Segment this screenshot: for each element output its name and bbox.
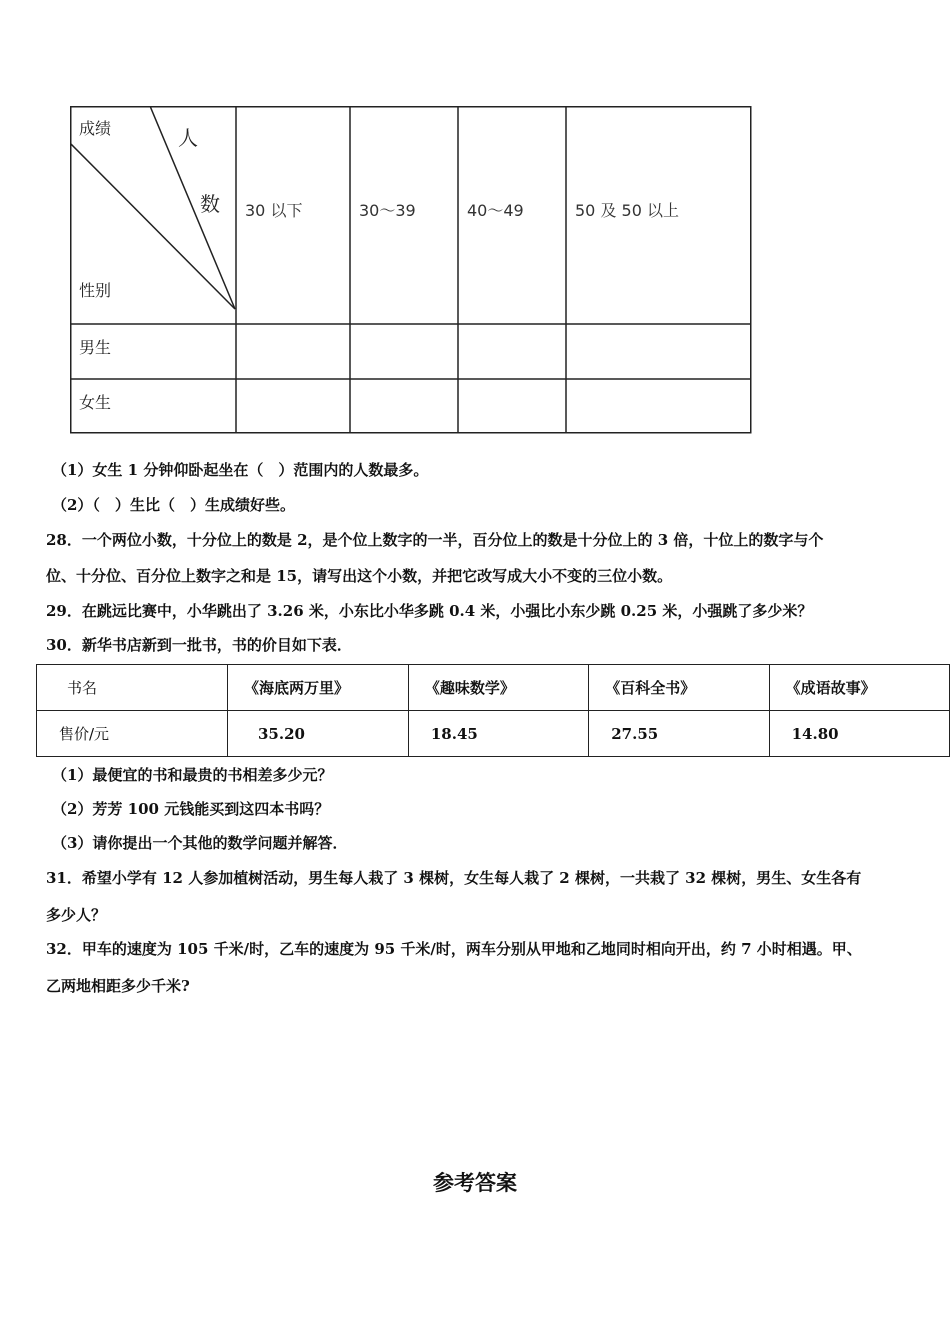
question-27-2: （2）（ ）生比（ ）生成绩好些。 [52, 496, 295, 514]
column-header: 40～49 [467, 201, 524, 220]
book-title: 《趣味数学》 [408, 665, 588, 711]
book-title: 《百科全书》 [589, 665, 769, 711]
book-price: 14.80 [769, 711, 949, 757]
question-32-line-1: 32．甲车的速度为 105 千米/时，乙车的速度为 95 千米/时，两车分别从甲地和乙地同时相向开出，约 7 小时相遇。甲、 [46, 940, 862, 958]
row-header-girls: 女生 [79, 393, 112, 412]
book-price-table [36, 664, 950, 757]
table-row [37, 711, 950, 757]
book-title: 《海底两万里》 [227, 665, 408, 711]
question-30: 30．新华书店新到一批书，书的价目如下表． [46, 636, 352, 654]
column-header: 50 及 50 以上 [575, 201, 679, 220]
corner-people-label-1: 人 [178, 126, 198, 150]
question-30-2: （2）芳芳 100 元钱能买到这四本书吗？ [52, 800, 330, 818]
column-header: 30～39 [359, 201, 416, 220]
book-name-label: 书名 [37, 665, 228, 711]
answer-section-title: 参考答案 [433, 1171, 517, 1195]
corner-score-label: 成绩 [79, 119, 112, 138]
price-label: 售价/元 [37, 711, 228, 757]
book-title: 《成语故事》 [769, 665, 949, 711]
book-price: 35.20 [227, 711, 408, 757]
question-31-line-2: 多少人？ [46, 906, 107, 924]
question-32-line-2: 乙两地相距多少千米? [46, 977, 190, 995]
score-table-grid [70, 106, 752, 434]
question-28-line-1: 28．一个两位小数，十分位上的数是 2，是个位上数字的一半，百分位上的数是十分位上的 3 倍，十位上的数字与个 [46, 531, 824, 549]
table-row [37, 665, 950, 711]
question-27-1: （1）女生 1 分钟仰卧起坐在（ ）范围内的人数最多。 [52, 461, 429, 479]
corner-people-label-2: 数 [200, 192, 220, 216]
book-price: 27.55 [589, 711, 769, 757]
question-30-3: （3）请你提出一个其他的数学问题并解答． [52, 834, 348, 852]
corner-gender-label: 性别 [79, 281, 112, 300]
question-30-1: （1）最便宜的书和最贵的书相差多少元？ [52, 766, 333, 784]
score-table [70, 106, 751, 433]
row-header-boys: 男生 [79, 338, 112, 357]
column-header: 30 以下 [245, 201, 303, 220]
question-31-line-1: 31．希望小学有 12 人参加植树活动，男生每人栽了 3 棵树，女生每人栽了 2 棵树，一共栽了 32 棵树，男生、女生各有 [46, 869, 862, 887]
question-28-line-2: 位、十分位、百分位上数字之和是 15，请写出这个小数，并把它改写成大小不变的三位小数。 [46, 567, 673, 585]
book-price: 18.45 [408, 711, 588, 757]
question-29: 29．在跳远比赛中，小华跳出了 3.26 米，小东比小华多跳 0.4 米，小强比小东少跳 0.25 米，小强跳了多少米？ [46, 602, 813, 620]
